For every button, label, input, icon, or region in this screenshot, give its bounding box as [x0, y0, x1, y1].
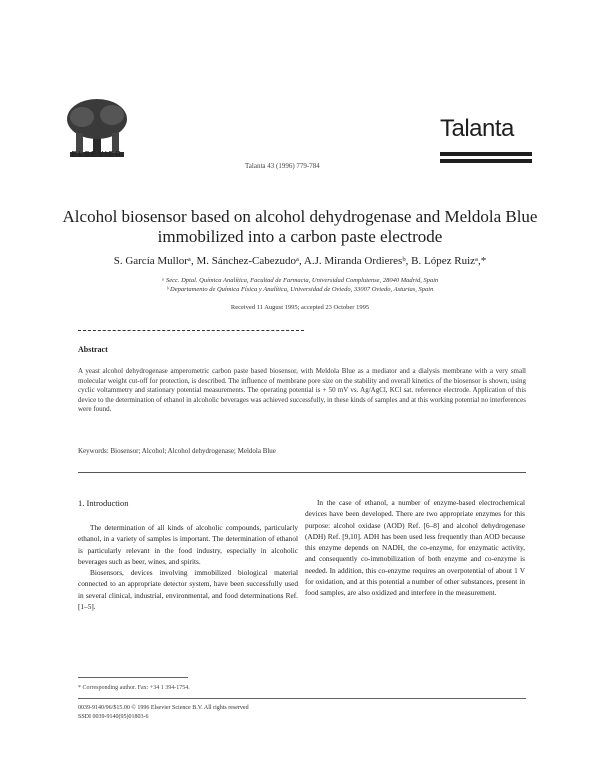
footnote: * Corresponding author. Fax: +34 1 394-1754.	[78, 685, 190, 691]
ssdi-line: SSDI 0039-9140(95)01803-6	[78, 714, 149, 720]
copyright-line: 0039-9140/96/$15.00 © 1996 Elsevier Science B.V. All rights reserved	[78, 705, 249, 711]
paragraph: In the case of ethanol, a number of enzyme-based electrochemical devices have been developed. There are two appropriate enzymes for this purpose: alcohol oxidase (AOD) Ref. [6–8] and alcohol dehydrogenase (ADH) Ref. [9,10]. ADH has been used less frequently than AOD because this enzyme depends on NADH, the co-enzyme, for enzymatic activity, and consequently co-immobilization of both enzyme and co-enzyme is needed. In addition, this co-enzyme requires an overpotential of about 1 V for oxidation, and at this potential a number of other substances, present in food samples, are also oxidized and interfere in the measurement.	[305, 498, 525, 598]
section-heading: 1. Introduction	[78, 498, 129, 508]
divider-solid	[78, 472, 526, 473]
paragraph: The determination of all kinds of alcoholic compounds, particularly ethanol, in a variety of samples is important. The determination of ethanol is particularly relevant in the food industry, especially in alcoholic beverages such as beer, wines, and spirits.	[78, 523, 298, 566]
paragraph: Biosensors, devices involving immobilized biological material connected to an appropriate detector system, have been successfully used in several clinical, industrial, environmental, and food determinations Ref. [1–5].	[78, 568, 298, 612]
affiliations	[60, 276, 540, 294]
journal-citation: Talanta 43 (1996) 779-784	[245, 162, 320, 170]
abstract-heading: Abstract	[78, 345, 108, 354]
abstract-text: A yeast alcohol dehydrogenase amperometric carbon paste based biosensor, with Meldola Blue as a mediator and a dialysis membrane with a very small molecular weight cut-off for protection, is described. The influence of membrane pore size on the stability and overall kinetics of the biosensor is shown, using cyclic voltammetry and stationary potential measurements. The operating potential is + 50 mV vs. Ag/AgCl, KCl sat. reference electrode. Application of this device to the determination of ethanol in alcoholic beverages was achieved successfully, in these kinds of samples and at this working potential no interferences were found.	[78, 367, 526, 414]
article-authors: S. García Mullorᵃ, M. Sánchez-Cabezudoᵃ, A.J. Miranda Ordieresᵇ, B. López Ruizᵃ,*	[113, 255, 487, 267]
affiliation-b: ᵇ Departamento de Química Física y Analítica, Universidad de Oviedo, 33007 Oviedo, Asturias, Spain	[166, 286, 434, 293]
affiliation-a: ᵃ Secc. Dptal. Química Analítica, Facultad de Farmacia, Universidad Complutense, 28040 Madrid, Spain	[161, 277, 439, 284]
keywords: Keywords: Biosensor; Alcohol; Alcohol dehydrogenase; Meldola Blue	[78, 447, 276, 455]
journal-title: Talanta	[440, 115, 514, 142]
publisher-name: ELSEVIER	[71, 150, 123, 159]
article-title: Alcohol biosensor based on alcohol dehydrogenase and Meldola Blue immobilized into a carbon paste electrode	[62, 207, 538, 246]
divider-dashed	[78, 330, 304, 331]
received-dates: Received 11 August 1995; accepted 23 October 1995	[230, 304, 370, 311]
journal-bars	[440, 152, 532, 163]
footnote-divider	[78, 677, 188, 678]
copyright-issn	[78, 704, 249, 722]
body-column-right	[305, 497, 525, 599]
bottom-divider	[78, 698, 526, 699]
body-column-left	[78, 522, 298, 612]
